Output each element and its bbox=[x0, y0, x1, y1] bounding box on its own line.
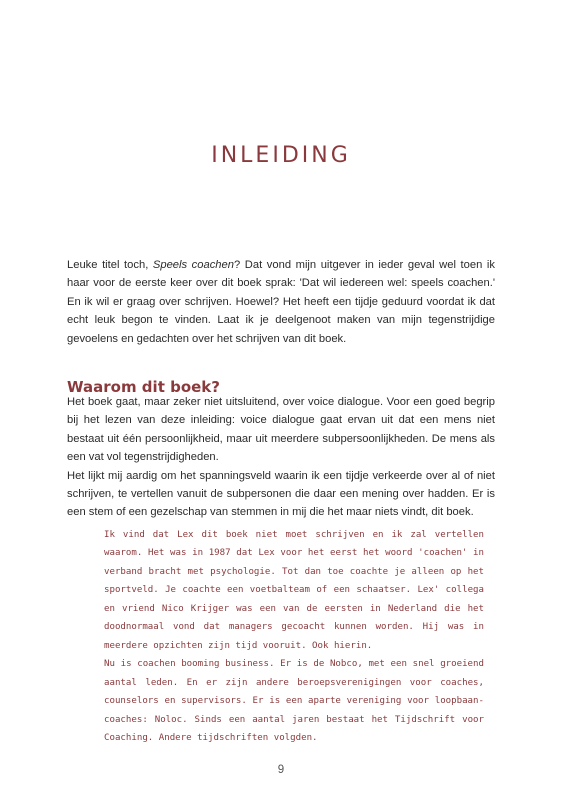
intro-paragraph bbox=[67, 256, 495, 348]
voice-paragraph: Ik vind dat Lex dit boek niet moet schrijven en ik zal vertellen waarom. Het was in 1987 dat Lex voor het eerst het woord 'coachen' in verband bracht met psychologie. Tot dan toe coachte je alleen op het sportveld. Je coachte een voetbalteam of een schaatser. Lex' collega en vriend Nico Krijger was een van de eersten in Nederland die het doodnormaal vond dat managers gecoacht kunnen worden. Hij was in meerdere opzichten zijn tijd vooruit. Ook hierin. bbox=[104, 530, 484, 651]
book-title-italic: Speels coachen bbox=[152, 259, 234, 271]
intro-text bbox=[67, 256, 495, 348]
voice-paragraph: Nu is coachen booming business. Er is de Nobco, met een snel groeiend aantal leden. En er zijn andere beroepsverenigingen voor coaches, counselors en supervisors. Er is een aparte vereniging voor loopbaan-coaches: Noloc. Sinds een aantal jaren bestaat het Tijdschrift voor Coaching. Andere tijdschriften volgden. bbox=[104, 659, 484, 743]
chapter-title: INLEIDING bbox=[211, 142, 351, 168]
section-body bbox=[67, 393, 495, 522]
section-paragraph: Het lijkt mij aardig om het spanningsveld waarin ik een tijdje verkeerde over al of niet schrijven, te vertellen vanuit de subpersonen die daar een mening over hadden. Er is een stem of een gezelschap van stemmen in mij die het maar niets vindt, dit boek. bbox=[67, 469, 495, 519]
section-paragraph: Het boek gaat, maar zeker niet uitsluitend, over voice dialogue. Voor een goed begrip bij het lezen van deze inleiding: voice dialogue gaat ervan uit dat een mens niet bestaat uit één persoonlijkheid, maar uit meerdere subpersoonlijkheden. De mens als een vat vol tegenstrijdigheden. bbox=[67, 396, 495, 464]
subpersonality-voice-block bbox=[104, 526, 484, 747]
section-heading: Waarom dit boek? bbox=[67, 378, 220, 397]
page-number: 9 bbox=[277, 764, 285, 776]
intro-lead: Leuke titel toch, bbox=[67, 259, 153, 271]
intro-rest: ? Dat vond mijn uitgever in ieder geval wel toen ik haar voor de eerste keer over dit boek sprak: 'Dat wil iedereen wel: speels coachen.' En ik wil er graag over schrijven. Hoewel? Het heeft een tijdje geduurd voordat ik dat echt leuk begon te vinden. Laat ik je deelgenoot maken van mijn tegenstrijdige gevoelens en gedachten over het schrijven van dit boek. bbox=[67, 259, 495, 345]
